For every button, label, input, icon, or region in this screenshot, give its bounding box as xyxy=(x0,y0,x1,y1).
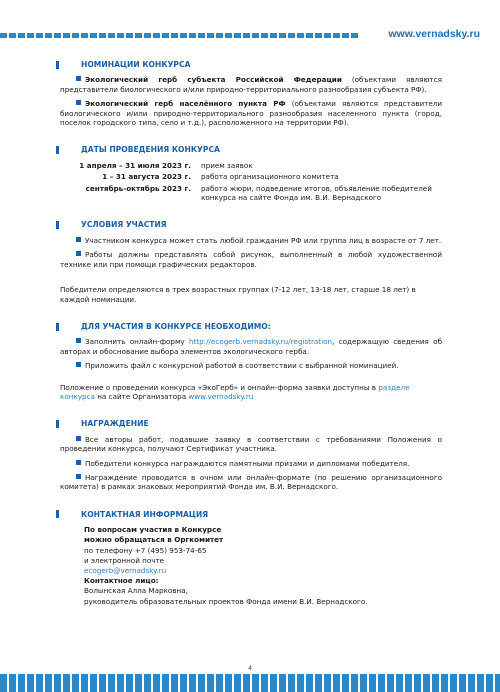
date-range: сентябрь-октябрь 2023 г. xyxy=(85,183,191,193)
nomination-item: Экологический герб субъекта Российской Федерации (объектами являются представители биологического и/или природно-территориального разнообразия субъекта РФ). xyxy=(60,75,442,94)
dates-section xyxy=(60,145,442,202)
section-title-nominations: НОМИНАЦИИ КОНКУРСА xyxy=(60,60,442,69)
required-item: Приложить файл с конкурсной работой в соответствии с выбранной номинацией. xyxy=(60,361,442,370)
bullet-square-icon xyxy=(76,338,81,343)
award-item: Победители конкурса награждаются памятными призами и дипломами победителя. xyxy=(60,459,442,468)
bullet-square-icon xyxy=(76,237,81,242)
awards-section xyxy=(60,419,442,491)
award-item: Все авторы работ, подавшие заявку в соответствии с требованиями Положения о проведении конкурса, получают Сертификат участника. xyxy=(60,434,442,454)
page-content xyxy=(60,60,442,625)
bullet-square-icon xyxy=(76,76,81,81)
section-marker xyxy=(56,61,59,69)
header-stripe xyxy=(0,33,360,38)
contact-email-link[interactable]: ecogerb@vernadsky.ru xyxy=(84,566,167,575)
bullet-square-icon xyxy=(76,100,81,105)
date-range: 1 апреля – 31 июля 2023 г. xyxy=(79,160,191,170)
section-marker xyxy=(56,323,59,331)
contact-line: и электронной почте xyxy=(84,555,165,565)
contest-section-link[interactable]: разделе конкурса xyxy=(60,382,410,401)
contact-person-role: руководитель образовательных проектов Фонда имени В.И. Вернадского. xyxy=(84,596,368,606)
section-marker xyxy=(56,146,59,154)
nomination-item: Экологический герб населённого пункта РФ (объектами являются представители биологического и/или природно-территориального разнообразия населенного пункта (город, поселок городского типа, село и т.д.), расположенного на территории РФ). xyxy=(60,99,442,128)
bullet-square-icon xyxy=(76,474,81,479)
contact-line: По вопросам участия в Конкурсе xyxy=(84,525,222,535)
regulation-text: Положение о проведении конкурса «ЭкоГерб» и онлайн-форма заявки доступны в разделе конкурса на сайте Организатора www.vernadsky.ru xyxy=(60,382,410,401)
section-title-awards: НАГРАЖДЕНИЕ xyxy=(60,419,442,428)
date-row xyxy=(60,161,442,170)
winners-text: Победители определяются в трех возрастных группах (7-12 лет, 13-18 лет, старше 18 лет) в каждой номинации. xyxy=(60,285,416,304)
bullet-square-icon xyxy=(76,436,81,441)
condition-item: Участником конкурса может стать любой гражданин РФ или группа лиц в возрасте от 7 лет. xyxy=(60,236,442,245)
contact-person-name: Волынская Алла Марковна, xyxy=(84,586,188,596)
date-description: прием заявок xyxy=(201,160,253,170)
page-number: 4 xyxy=(248,666,252,672)
required-section xyxy=(60,322,442,401)
section-marker xyxy=(56,221,59,229)
section-title-conditions: УСЛОВИЯ УЧАСТИЯ xyxy=(60,220,442,229)
condition-item: Работы должны представлять собой рисунок, выполненный в любой художественной технике или при помощи графических редакторов. xyxy=(60,250,442,269)
bullet-square-icon xyxy=(76,251,81,256)
required-item: Заполнить онлайн-форму http://ecogerb.vernadsky.ru/registration, содержащую сведения об авторах и обоснование выбора элементов экологического герба. xyxy=(60,337,442,356)
section-marker xyxy=(56,420,59,428)
registration-link[interactable]: http://ecogerb.vernadsky.ru/registration xyxy=(188,337,333,347)
conditions-section xyxy=(60,220,442,303)
contact-block xyxy=(60,525,442,607)
date-row xyxy=(60,184,442,203)
nominations-section xyxy=(60,60,442,127)
contact-person-label: Контактное лицо: xyxy=(84,576,159,586)
contacts-section xyxy=(60,510,442,607)
contact-line: можно обращаться в Оргкомитет xyxy=(84,535,224,545)
award-item: Награждение проводится в очном или онлайн-формате (по решению организационного комитета) в рамках знаковых мероприятий Фонда им. В.И. Вернадского. xyxy=(60,472,442,492)
date-row xyxy=(60,172,442,181)
date-range: 1 – 31 августа 2023 г. xyxy=(102,172,191,182)
bullet-square-icon xyxy=(76,362,81,367)
section-title-dates: ДАТЫ ПРОВЕДЕНИЯ КОНКУРСА xyxy=(60,145,442,154)
contact-phone: по телефону +7 (495) 953-74-65 xyxy=(84,545,207,555)
footer-stripe xyxy=(0,674,500,692)
date-description: работа жюри, подведение итогов, объявление победителей конкурса на сайте Фонда им. В.И. Вернадского xyxy=(201,183,432,203)
section-marker xyxy=(56,510,59,518)
header-site-url[interactable]: www.vernadsky.ru xyxy=(388,28,480,40)
date-description: работа организационного комитета xyxy=(201,172,339,182)
organizer-site-link[interactable]: www.vernadsky.ru xyxy=(188,391,254,401)
bullet-square-icon xyxy=(76,460,81,465)
section-title-required: ДЛЯ УЧАСТИЯ В КОНКУРСЕ НЕОБХОДИМО: xyxy=(60,322,442,331)
section-title-contacts: КОНТАКТНАЯ ИНФОРМАЦИЯ xyxy=(60,510,442,519)
